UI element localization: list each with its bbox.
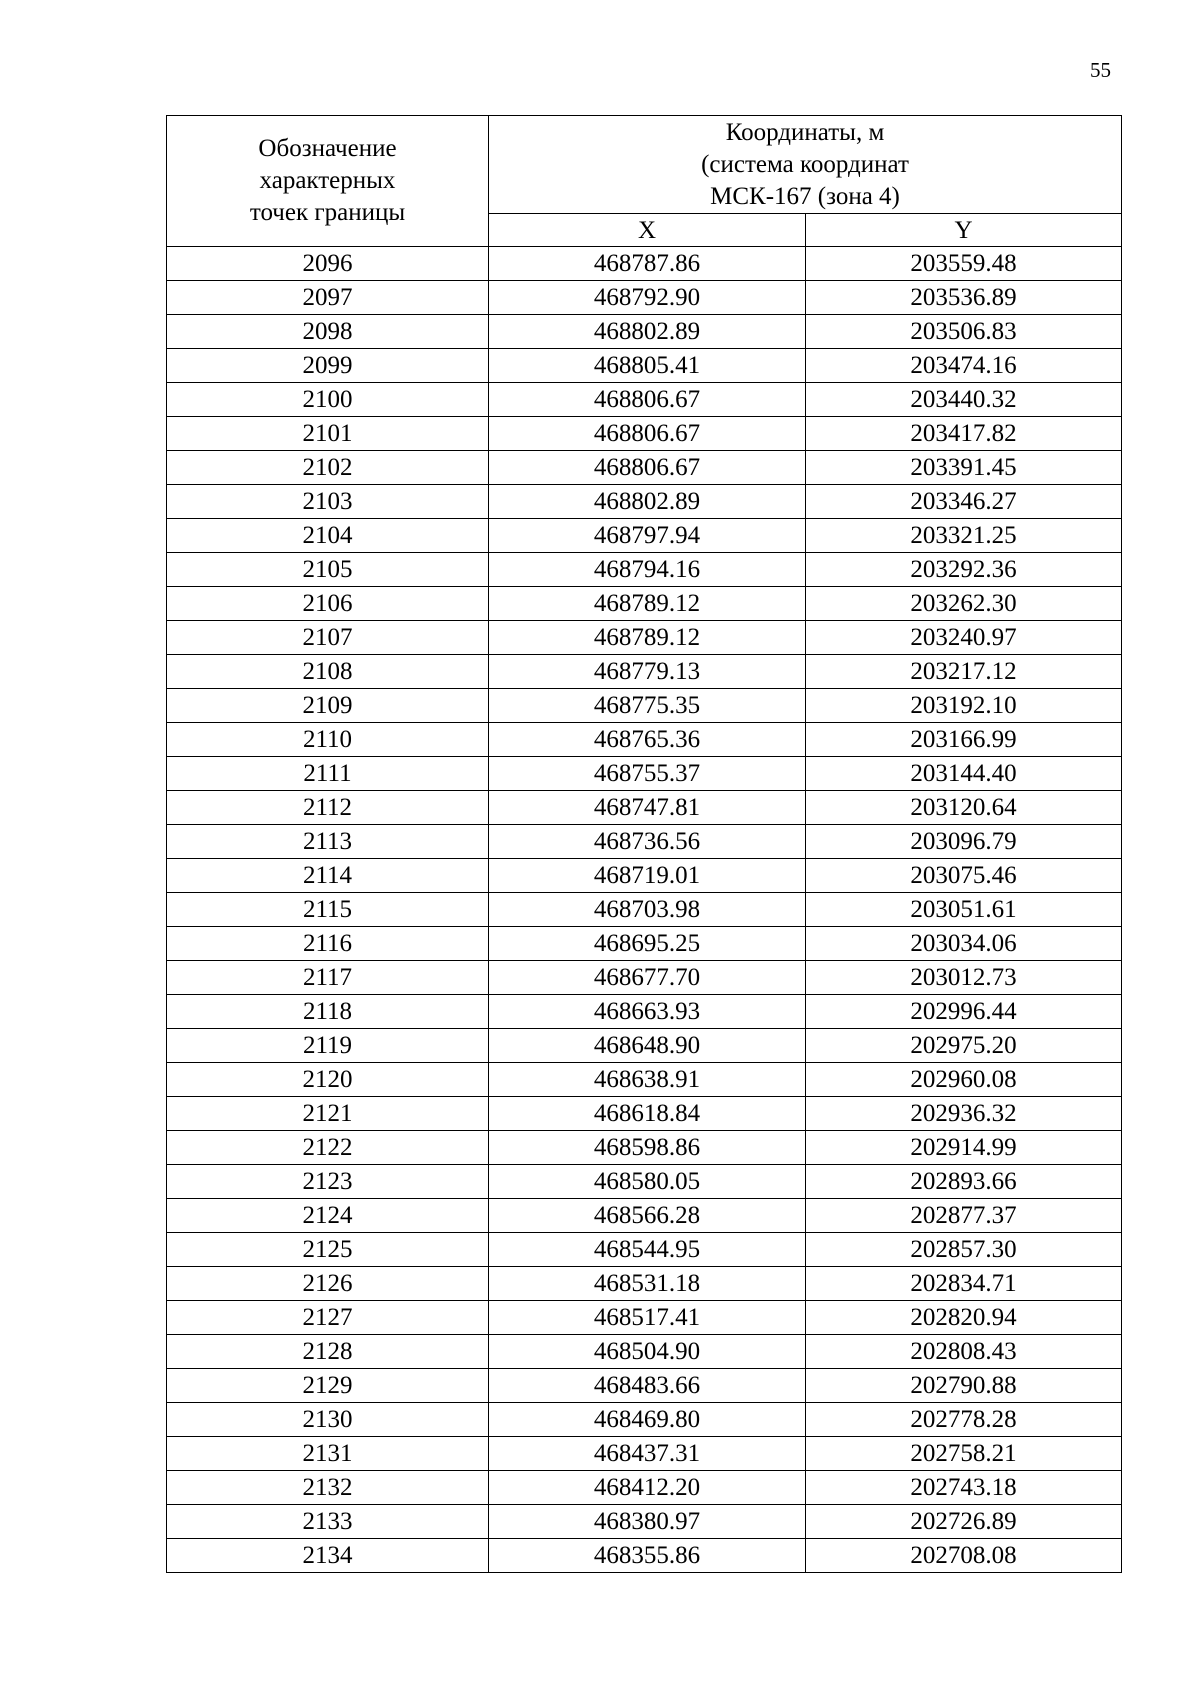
y-coordinate-cell: 203012.73: [806, 961, 1122, 995]
table-row: [167, 893, 1122, 927]
point-id-cell: 2118: [167, 995, 489, 1029]
y-coordinate-cell: 203262.30: [806, 587, 1122, 621]
point-id-cell: 2125: [167, 1233, 489, 1267]
point-id-cell: 2117: [167, 961, 489, 995]
x-coordinate-cell: 468531.18: [489, 1267, 806, 1301]
table-row: [167, 1403, 1122, 1437]
table-row: [167, 1369, 1122, 1403]
point-id-cell: 2113: [167, 825, 489, 859]
x-coordinate-cell: 468517.41: [489, 1301, 806, 1335]
table-row: [167, 383, 1122, 417]
y-coordinate-cell: 202996.44: [806, 995, 1122, 1029]
table-row: [167, 587, 1122, 621]
x-coordinate-cell: 468648.90: [489, 1029, 806, 1063]
y-coordinate-cell: 202834.71: [806, 1267, 1122, 1301]
x-coordinate-cell: 468797.94: [489, 519, 806, 553]
x-coordinate-cell: 468598.86: [489, 1131, 806, 1165]
y-coordinate-cell: 203217.12: [806, 655, 1122, 689]
table-row: [167, 1437, 1122, 1471]
x-coordinate-cell: 468355.86: [489, 1539, 806, 1573]
table-row: [167, 757, 1122, 791]
point-id-cell: 2111: [167, 757, 489, 791]
point-id-cell: 2124: [167, 1199, 489, 1233]
point-id-cell: 2098: [167, 315, 489, 349]
y-coordinate-cell: 203051.61: [806, 893, 1122, 927]
table-row: [167, 961, 1122, 995]
point-id-cell: 2103: [167, 485, 489, 519]
point-id-cell: 2134: [167, 1539, 489, 1573]
x-coordinate-cell: 468483.66: [489, 1369, 806, 1403]
x-coordinate-cell: 468677.70: [489, 961, 806, 995]
point-id-cell: 2119: [167, 1029, 489, 1063]
x-coordinate-cell: 468789.12: [489, 621, 806, 655]
designation-header: [167, 116, 489, 247]
x-coordinate-cell: 468787.86: [489, 247, 806, 281]
x-coordinate-cell: 468789.12: [489, 587, 806, 621]
x-coordinate-cell: 468638.91: [489, 1063, 806, 1097]
designation-header-line: Обозначение: [258, 135, 397, 162]
x-column-header: X: [489, 214, 806, 247]
point-id-cell: 2131: [167, 1437, 489, 1471]
table-row: [167, 1063, 1122, 1097]
x-coordinate-cell: 468792.90: [489, 281, 806, 315]
x-coordinate-cell: 468779.13: [489, 655, 806, 689]
x-coordinate-cell: 468805.41: [489, 349, 806, 383]
x-coordinate-cell: 468802.89: [489, 485, 806, 519]
table-row: [167, 1097, 1122, 1131]
table-row: [167, 689, 1122, 723]
x-coordinate-cell: 468765.36: [489, 723, 806, 757]
x-coordinate-cell: 468747.81: [489, 791, 806, 825]
y-coordinate-cell: 203440.32: [806, 383, 1122, 417]
point-id-cell: 2110: [167, 723, 489, 757]
point-id-cell: 2108: [167, 655, 489, 689]
table-row: [167, 1267, 1122, 1301]
y-coordinate-cell: 202708.08: [806, 1539, 1122, 1573]
point-id-cell: 2102: [167, 451, 489, 485]
x-coordinate-cell: 468618.84: [489, 1097, 806, 1131]
coordinates-header-line: Координаты, м: [725, 118, 885, 146]
y-coordinate-cell: 203120.64: [806, 791, 1122, 825]
x-coordinate-cell: 468663.93: [489, 995, 806, 1029]
point-id-cell: 2115: [167, 893, 489, 927]
y-coordinate-cell: 203321.25: [806, 519, 1122, 553]
x-coordinate-cell: 468775.35: [489, 689, 806, 723]
point-id-cell: 2104: [167, 519, 489, 553]
y-coordinate-cell: 202857.30: [806, 1233, 1122, 1267]
y-coordinate-cell: 202893.66: [806, 1165, 1122, 1199]
table-row: [167, 995, 1122, 1029]
point-id-cell: 2122: [167, 1131, 489, 1165]
x-coordinate-cell: 468580.05: [489, 1165, 806, 1199]
y-coordinate-cell: 202914.99: [806, 1131, 1122, 1165]
table-row: [167, 1029, 1122, 1063]
x-coordinate-cell: 468380.97: [489, 1505, 806, 1539]
point-id-cell: 2130: [167, 1403, 489, 1437]
point-id-cell: 2101: [167, 417, 489, 451]
y-coordinate-cell: 203536.89: [806, 281, 1122, 315]
table-row: [167, 1335, 1122, 1369]
table-header: [167, 116, 1122, 247]
point-id-cell: 2107: [167, 621, 489, 655]
y-coordinate-cell: 203096.79: [806, 825, 1122, 859]
point-id-cell: 2097: [167, 281, 489, 315]
coordinates-table: [166, 115, 1122, 1573]
y-coordinate-cell: 203192.10: [806, 689, 1122, 723]
table-row: [167, 451, 1122, 485]
y-coordinate-cell: 202758.21: [806, 1437, 1122, 1471]
table-row: [167, 247, 1122, 281]
x-coordinate-cell: 468566.28: [489, 1199, 806, 1233]
y-coordinate-cell: 203474.16: [806, 349, 1122, 383]
table-row: [167, 1233, 1122, 1267]
point-id-cell: 2112: [167, 791, 489, 825]
table-row: [167, 1505, 1122, 1539]
designation-header-line: характерных: [259, 167, 396, 194]
point-id-cell: 2109: [167, 689, 489, 723]
point-id-cell: 2106: [167, 587, 489, 621]
y-column-header: Y: [806, 214, 1122, 247]
coordinates-header-line: МСК-167 (зона 4): [710, 182, 900, 210]
table-row: [167, 519, 1122, 553]
x-coordinate-cell: 468806.67: [489, 383, 806, 417]
table-row: [167, 825, 1122, 859]
point-id-cell: 2114: [167, 859, 489, 893]
table-row: [167, 1131, 1122, 1165]
table-row: [167, 859, 1122, 893]
y-coordinate-cell: 203346.27: [806, 485, 1122, 519]
point-id-cell: 2105: [167, 553, 489, 587]
x-coordinate-cell: 468412.20: [489, 1471, 806, 1505]
y-coordinate-cell: 203391.45: [806, 451, 1122, 485]
point-id-cell: 2126: [167, 1267, 489, 1301]
y-coordinate-cell: 203034.06: [806, 927, 1122, 961]
table-row: [167, 791, 1122, 825]
x-coordinate-cell: 468695.25: [489, 927, 806, 961]
y-coordinate-cell: 202790.88: [806, 1369, 1122, 1403]
point-id-cell: 2132: [167, 1471, 489, 1505]
x-coordinate-cell: 468504.90: [489, 1335, 806, 1369]
y-coordinate-cell: 202975.20: [806, 1029, 1122, 1063]
y-coordinate-cell: 202808.43: [806, 1335, 1122, 1369]
point-id-cell: 2116: [167, 927, 489, 961]
y-coordinate-cell: 203417.82: [806, 417, 1122, 451]
table-body: [167, 247, 1122, 1573]
point-id-cell: 2096: [167, 247, 489, 281]
x-coordinate-cell: 468806.67: [489, 417, 806, 451]
point-id-cell: 2128: [167, 1335, 489, 1369]
table-row: [167, 349, 1122, 383]
y-coordinate-cell: 203166.99: [806, 723, 1122, 757]
table-row: [167, 417, 1122, 451]
point-id-cell: 2133: [167, 1505, 489, 1539]
designation-header-line: точек границы: [249, 199, 406, 226]
point-id-cell: 2099: [167, 349, 489, 383]
point-id-cell: 2100: [167, 383, 489, 417]
y-coordinate-cell: 202960.08: [806, 1063, 1122, 1097]
table-row: [167, 1165, 1122, 1199]
table-row: [167, 927, 1122, 961]
y-coordinate-cell: 203559.48: [806, 247, 1122, 281]
point-id-cell: 2129: [167, 1369, 489, 1403]
table-row: [167, 315, 1122, 349]
coordinates-header-line: (система координат: [701, 150, 909, 178]
point-id-cell: 2121: [167, 1097, 489, 1131]
coordinates-header: [489, 116, 1122, 214]
y-coordinate-cell: 202743.18: [806, 1471, 1122, 1505]
y-coordinate-cell: 203144.40: [806, 757, 1122, 791]
x-coordinate-cell: 468806.67: [489, 451, 806, 485]
x-coordinate-cell: 468794.16: [489, 553, 806, 587]
table-row: [167, 553, 1122, 587]
point-id-cell: 2127: [167, 1301, 489, 1335]
x-coordinate-cell: 468802.89: [489, 315, 806, 349]
y-coordinate-cell: 203506.83: [806, 315, 1122, 349]
x-coordinate-cell: 468544.95: [489, 1233, 806, 1267]
x-coordinate-cell: 468755.37: [489, 757, 806, 791]
table-row: [167, 723, 1122, 757]
table-row: [167, 1471, 1122, 1505]
y-coordinate-cell: 202726.89: [806, 1505, 1122, 1539]
table-row: [167, 655, 1122, 689]
table-row: [167, 621, 1122, 655]
y-coordinate-cell: 202936.32: [806, 1097, 1122, 1131]
x-coordinate-cell: 468703.98: [489, 893, 806, 927]
x-coordinate-cell: 468719.01: [489, 859, 806, 893]
table-row: [167, 281, 1122, 315]
y-coordinate-cell: 203075.46: [806, 859, 1122, 893]
y-coordinate-cell: 202877.37: [806, 1199, 1122, 1233]
table-row: [167, 1539, 1122, 1573]
y-coordinate-cell: 203292.36: [806, 553, 1122, 587]
table-row: [167, 1199, 1122, 1233]
point-id-cell: 2120: [167, 1063, 489, 1097]
y-coordinate-cell: 202820.94: [806, 1301, 1122, 1335]
table-row: [167, 1301, 1122, 1335]
point-id-cell: 2123: [167, 1165, 489, 1199]
y-coordinate-cell: 203240.97: [806, 621, 1122, 655]
x-coordinate-cell: 468736.56: [489, 825, 806, 859]
y-coordinate-cell: 202778.28: [806, 1403, 1122, 1437]
x-coordinate-cell: 468437.31: [489, 1437, 806, 1471]
table-row: [167, 485, 1122, 519]
x-coordinate-cell: 468469.80: [489, 1403, 806, 1437]
page-number: 55: [1090, 58, 1111, 82]
